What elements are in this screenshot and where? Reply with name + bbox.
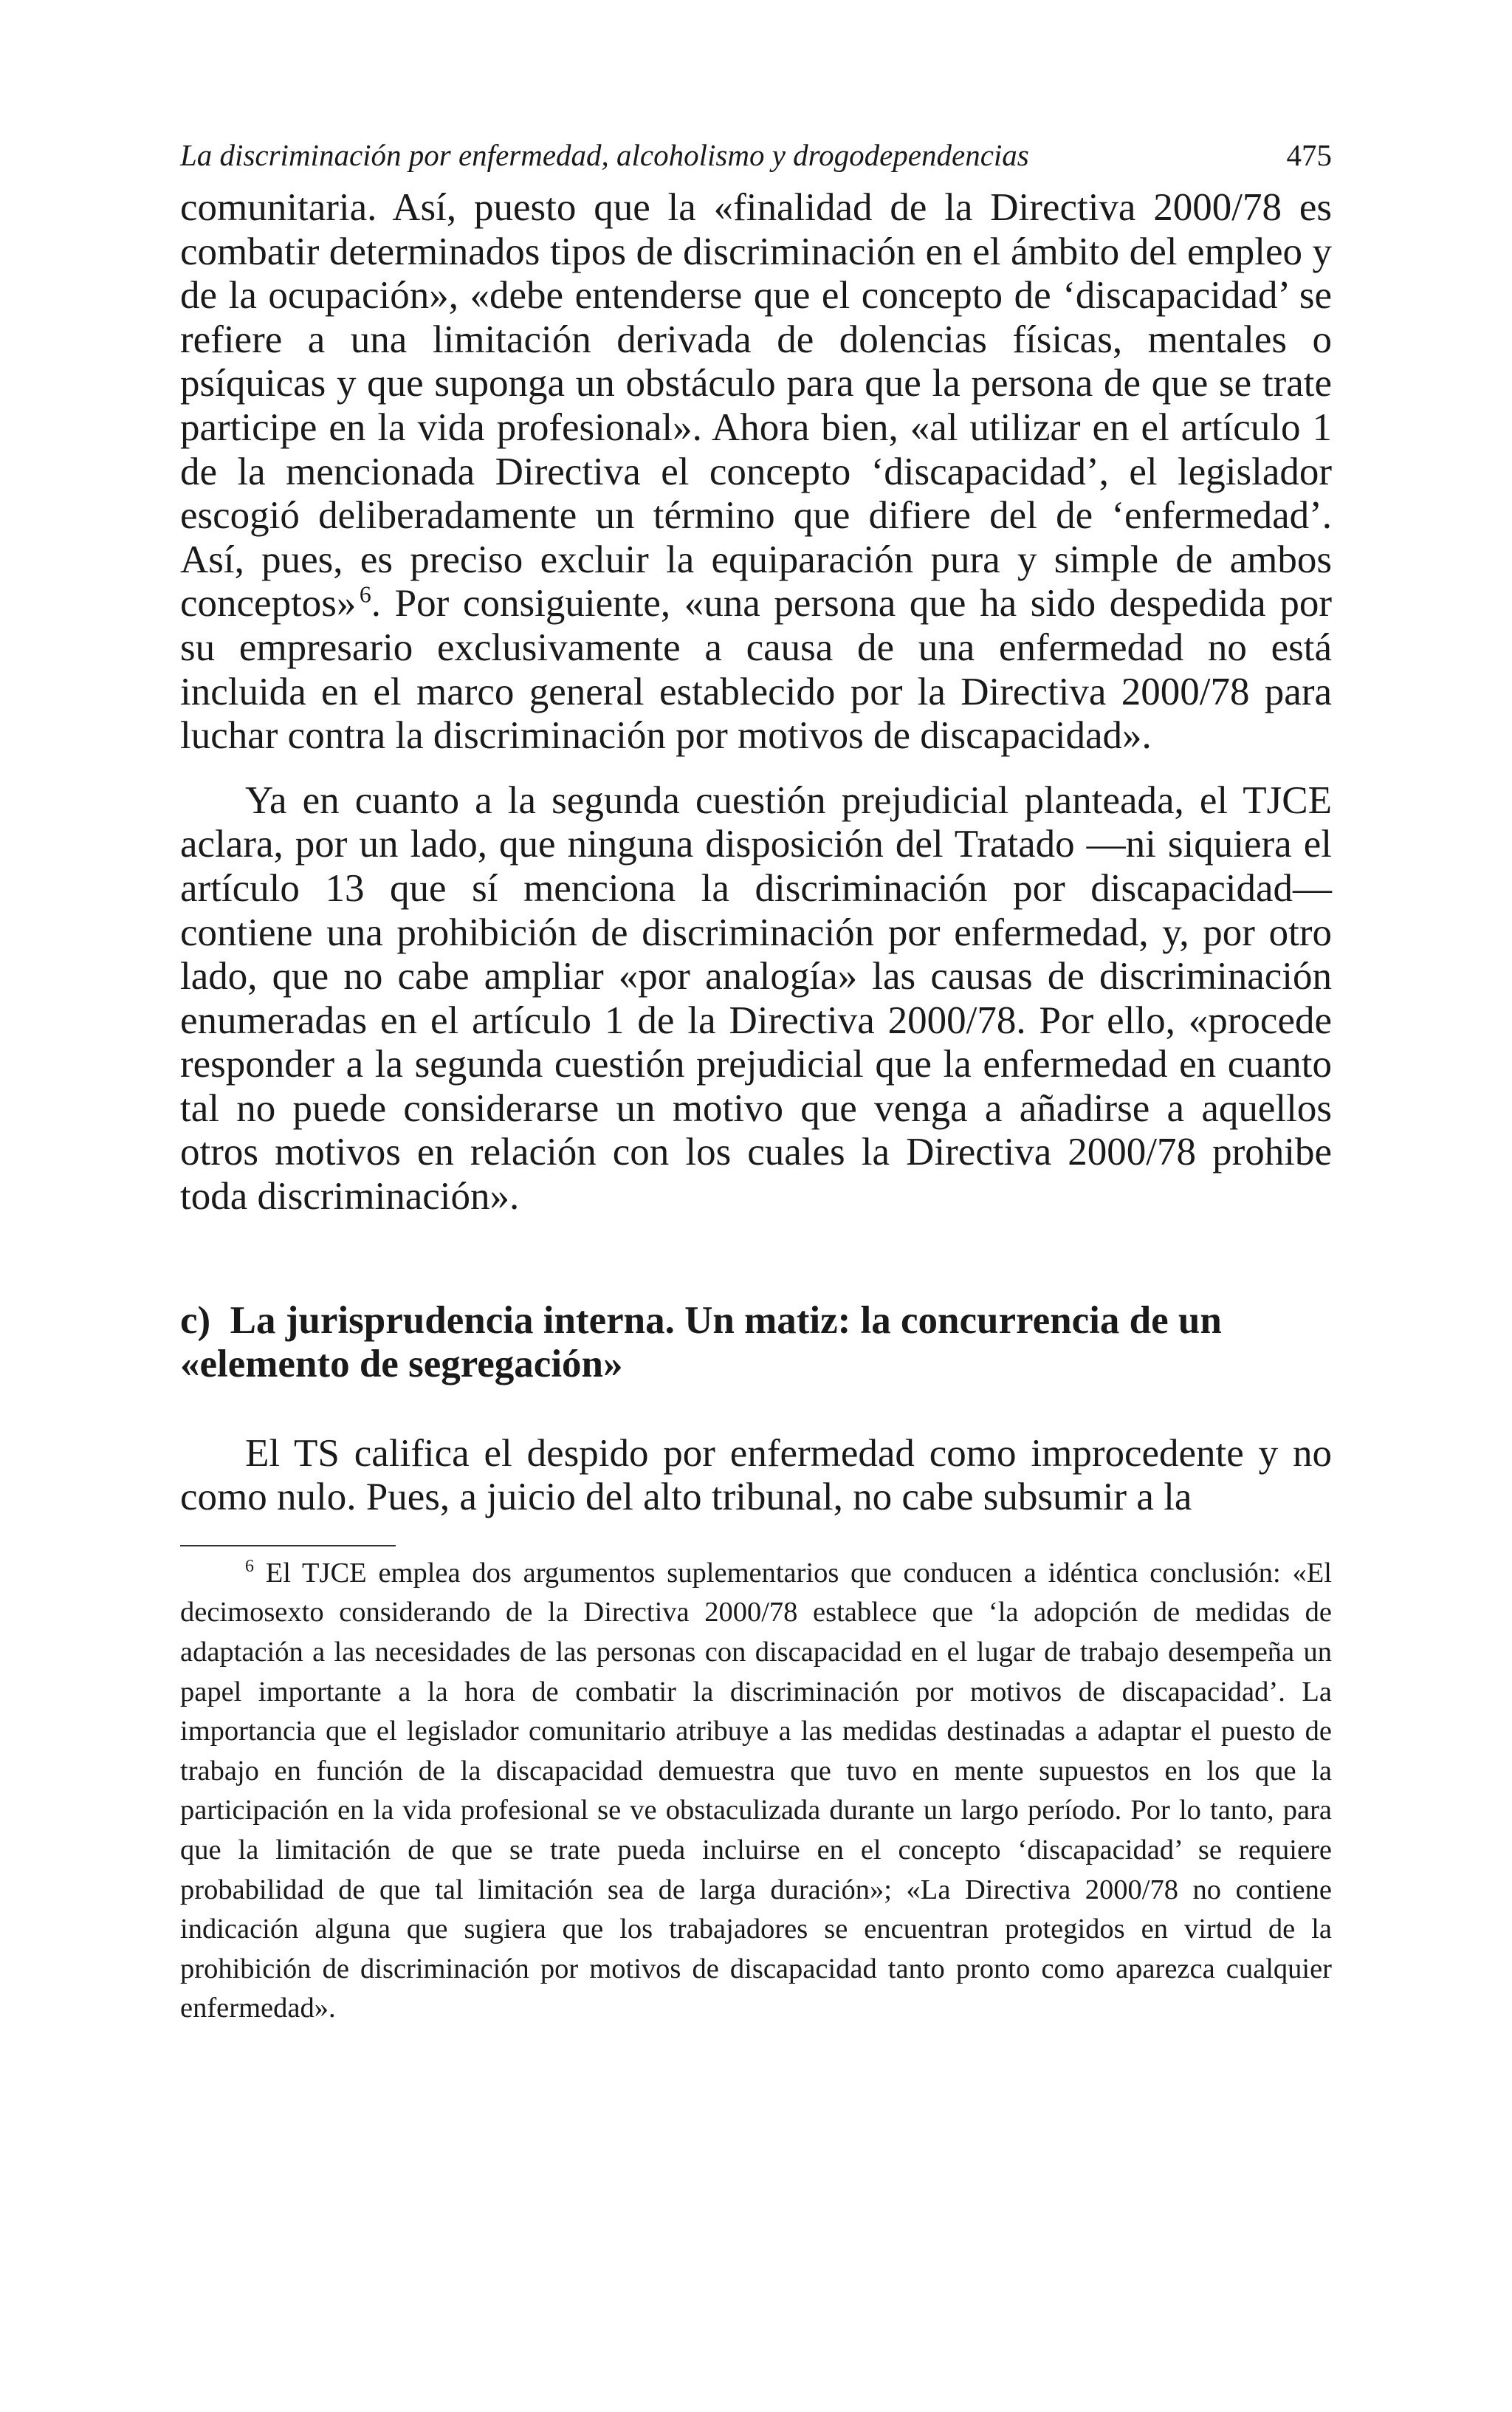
paragraph-continuation xyxy=(180,186,1332,758)
footnote-text: El TJCE emplea dos argumentos suplementarios que conducen a idéntica conclusión: «El decimosexto considerando de la Directiva 2000/78 establece que ‘la adopción de medidas de adaptación a las necesidades de las personas con discapacidad en el lugar de trabajo desempeña un papel importante a la hora de combatir la discriminación por motivos de discapacidad’. La importancia que el legislador comunitario atribuye a las medidas destinadas a adaptar el puesto de trabajo en función de la discapacidad demuestra que tuvo en mente supuestos en los que la participación en la vida profesional se ve obstaculizada durante un largo período. Por lo tanto, para que la limitación de que se trate pueda incluirse en el concepto ‘discapacidad’ se requiere probabilidad de que tal limitación sea de larga duración»; «La Directiva 2000/78 no contiene indicación alguna que sugiera que los trabajadores se encuentran protegidos en virtud de la prohibición de discriminación por motivos de discapacidad tanto pronto como aparezca cualquier enfermedad». xyxy=(180,1557,1332,2024)
page-number: 475 xyxy=(1286,138,1332,172)
section-heading-line: «elemento de segregación» xyxy=(180,1342,623,1385)
running-header xyxy=(180,133,1332,186)
paragraph-text: . Por consiguiente, «una persona que ha sido despedida por su empresario exclusivamente a causa de una enfermedad no está incluida en el marco general establecido por la Directiva 2000/78 para luchar contra la discriminación por motivos de discapacidad». xyxy=(180,582,1332,758)
section-heading xyxy=(180,1299,1332,1386)
book-page xyxy=(180,133,1332,2029)
paragraph-text: comunitaria. Así, puesto que la «finalidad de la Directiva 2000/78 es combatir determinados tipos de discriminación en el ámbito del empleo y de la ocupación», «debe entenderse que el concepto de ‘discapacidad’ se refiere a una limitación derivada de dolencias físicas, mentales o psíquicas y que suponga un obstáculo para que la persona de que se trate participe en la vida profesional». Ahora bien, «al utilizar en el artículo 1 de la mencionada Directiva el concepto ‘discapacidad’, el legislador escogió deliberadamente un término que difiere del de ‘enfermedad’. Así, pues, es preciso excluir la equiparación pura y simple de ambos conceptos» xyxy=(180,186,1332,626)
footnote-reference: 6 xyxy=(359,581,371,608)
body-text xyxy=(180,186,1332,1520)
section-heading-line: c) La jurisprudencia interna. Un matiz: la concurrencia de un xyxy=(180,1298,1222,1342)
footnote-separator xyxy=(180,1545,396,1546)
paragraph: Ya en cuanto a la segunda cuestión prejudicial planteada, el TJCE aclara, por un lado, que ninguna disposición del Tratado —ni siquiera el artículo 13 que sí menciona la discriminación por discapacidad— contiene una prohibición de discriminación por enfermedad, y, por otro lado, que no cabe ampliar «por analogía» las causas de discriminación enumeradas en el artículo 1 de la Directiva 2000/78. Por ello, «procede responder a la segunda cuestión prejudicial que la enfermedad en cuanto tal no puede considerarse un motivo que venga a añadirse a aquellos otros motivos en relación con los cuales la Directiva 2000/78 prohibe toda discriminación». xyxy=(180,778,1332,1219)
running-title: La discriminación por enfermedad, alcoholismo y drogodependencias xyxy=(180,138,1029,172)
footnote-number: 6 xyxy=(245,1557,254,1577)
paragraph: El TS califica el despido por enfermedad como improcedente y no como nulo. Pues, a juicio del alto tribunal, no cabe subsumir a la xyxy=(180,1431,1332,1519)
footnote xyxy=(180,1554,1332,2029)
